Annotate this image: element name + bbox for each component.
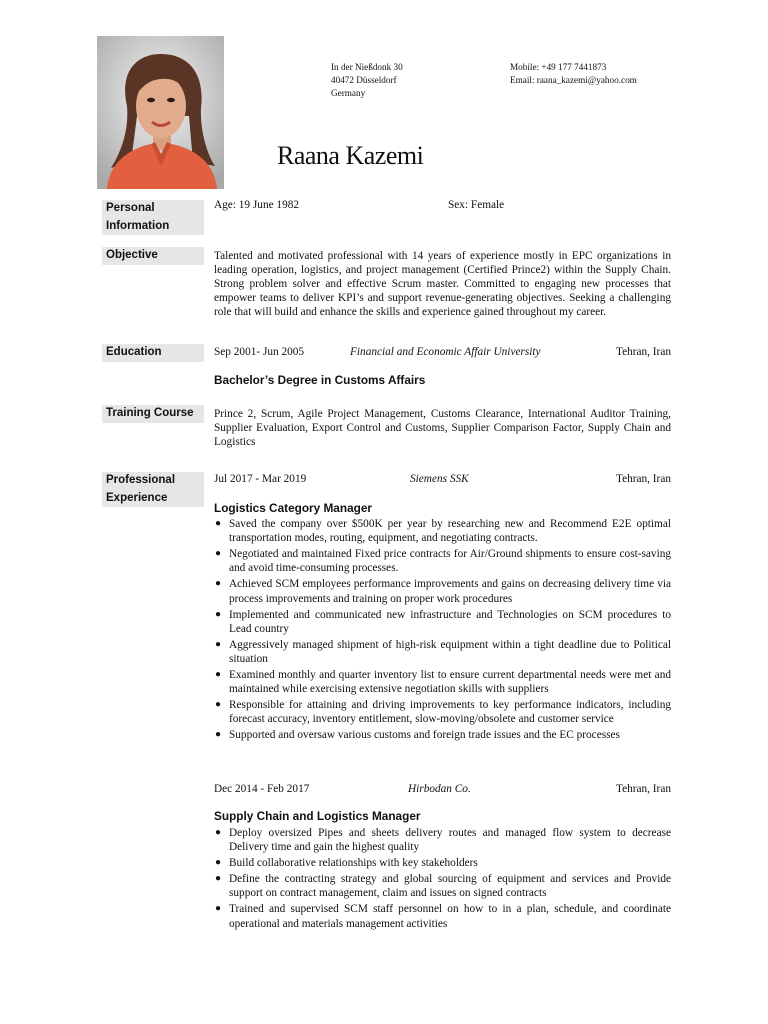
bullet-icon: ●	[215, 518, 222, 529]
bullet-text: Define the contracting strategy and global sourcing of equipment and services and Provide support on contract management, claim and issues on signed contracts	[229, 873, 671, 900]
list-item	[214, 638, 671, 666]
degree-title: Bachelor’s Degree in Customs Affairs	[214, 373, 426, 387]
job-title: Supply Chain and Logistics Manager	[214, 809, 421, 823]
section-label-education: Education	[102, 344, 204, 362]
bullet-text: Trained and supervised SCM staff personnel on how to in a plan, schedule, and coordinate operational and materials management activities	[229, 903, 671, 930]
address-line: In der Nießdonk 30	[331, 62, 403, 72]
bullet-text: Achieved SCM employees performance improvements and gains on decreasing delivery time via process improvements and training on proper work procedures	[229, 578, 671, 605]
education-row	[214, 346, 671, 361]
bullet-icon: ●	[215, 608, 222, 620]
bullet-icon: ●	[215, 827, 222, 838]
age-text: Age: 19 June 1982	[214, 199, 300, 211]
bullet-text: Responsible for attaining and driving improvements to key performance indicators, including forecast accuracy, inventory entitlement, slow-moving/obsolete and customer service	[229, 699, 671, 726]
bullet-text: Saved the company over $500K per year by researching new and Recommend E2E optimal transportation modes, routing, equipment, and negotiating contracts.	[229, 518, 671, 545]
job-dates: Jul 2017 - Mar 2019	[214, 473, 307, 485]
section-label-personal	[102, 200, 204, 235]
bullet-icon: ●	[215, 638, 222, 650]
bullet-text: Negotiated and maintained Fixed price contracts for Air/Ground shipments to ensure cost-saving and avoid time-consuming processes.	[229, 548, 671, 575]
email-address[interactable]: Email: raana_kazemi@yahoo.com	[510, 74, 637, 85]
job-dates: Dec 2014 - Feb 2017	[214, 783, 310, 795]
address-line: Germany	[331, 87, 366, 98]
list-item	[214, 577, 671, 605]
list-item	[214, 608, 671, 636]
bullet-text: Build collaborative relationships with key stakeholders	[229, 857, 478, 870]
list-item	[214, 547, 671, 575]
address-line: 40472 Düsseldorf	[331, 74, 397, 85]
list-item	[214, 668, 671, 696]
job-bullets	[214, 517, 671, 744]
job-bullets	[214, 826, 671, 933]
label-line: Information	[106, 219, 170, 232]
sex-text: Sex: Female	[448, 199, 505, 211]
label-line: Professional	[106, 474, 176, 486]
job-company: Hirbodan Co.	[408, 783, 471, 795]
bullet-text: Examined monthly and quarter inventory list to ensure current departmental needs were met and maintained while exercising extensive negotiation skills with suppliers	[229, 669, 671, 696]
list-item	[214, 728, 671, 742]
section-label-training: Training Course	[102, 405, 204, 423]
job-location: Tehran, Iran	[615, 783, 671, 795]
bullet-icon: ●	[215, 729, 222, 741]
bullet-text: Deploy oversized Pipes and sheets delivery routes and managed flow system to decrease Delivery time and gain the highest quality	[229, 827, 671, 854]
job-row	[214, 783, 671, 798]
objective-text: Talented and motivated professional with 14 years of experience mostly in EPC organizations in leading operation, logistics, and project management (Certified Prince2) within the Supply Chain. Strong problem solver and effective Scrum master. Committed to engaging new processes that empower teams to deliver KPI’s and support revenue-generating objectives. Seeking a challenging role that will build and enhance the skills and experience gained throughout my career.	[214, 250, 671, 318]
bullet-icon: ●	[215, 548, 222, 560]
job-location: Tehran, Iran	[615, 473, 671, 485]
mobile-number: Mobile: +49 177 7441873	[510, 62, 607, 72]
label-line: Experience	[106, 491, 168, 504]
candidate-name: Raana Kazemi	[277, 141, 424, 170]
list-item	[214, 826, 671, 854]
education-school: Financial and Economic Affair University	[350, 346, 541, 358]
section-label-experience	[102, 472, 204, 507]
job-title: Logistics Category Manager	[214, 501, 372, 515]
bullet-icon: ●	[215, 873, 222, 885]
training-text: Prince 2, Scrum, Agile Project Management, Customs Clearance, International Auditor Training, Supplier Evaluation, Export Control and Customs, Supplier Comparison Factor, Supply Chain and Logistics	[214, 408, 671, 448]
job-company: Siemens SSK	[410, 473, 469, 485]
contact-block	[510, 61, 637, 87]
list-item	[214, 698, 671, 726]
list-item	[214, 872, 671, 900]
bullet-icon: ●	[215, 669, 222, 681]
bullet-text: Implemented and communicated new infrastructure and Technologies on SCM procedures to Lead country	[229, 608, 671, 635]
bullet-text: Supported and oversaw various customs and foreign trade issues and the EC processes	[229, 729, 620, 742]
profile-photo	[97, 36, 224, 189]
section-label-objective: Objective	[102, 247, 204, 265]
list-item	[214, 517, 671, 545]
education-dates: Sep 2001- Jun 2005	[214, 346, 305, 358]
job-row	[214, 473, 671, 488]
bullet-icon: ●	[215, 903, 222, 915]
address-block	[331, 61, 403, 99]
education-location: Tehran, Iran	[615, 346, 671, 358]
list-item	[214, 856, 671, 870]
bullet-icon: ●	[215, 578, 222, 590]
bullet-text: Aggressively managed shipment of high-risk equipment within a tight deadline due to Political situation	[229, 638, 671, 666]
label-line: Personal	[106, 202, 155, 214]
bullet-icon: ●	[215, 699, 222, 711]
bullet-icon: ●	[215, 857, 222, 869]
list-item	[214, 902, 671, 930]
